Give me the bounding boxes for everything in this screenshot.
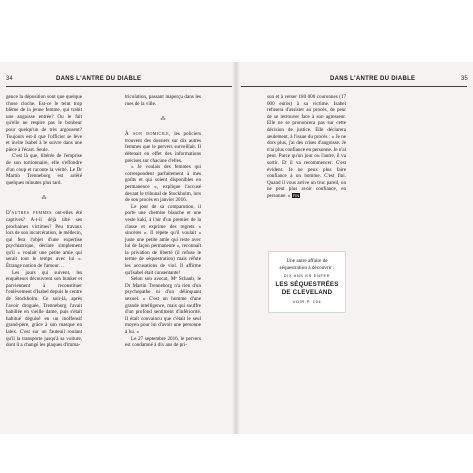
paragraph: Le jour de sa comparution, il porte une chemise blanche et une veste kaki, à l'air d'un premier de la classe et exprime des regrets « sincères ». Il répète qu'il voulait « juste une petite amie qui reste avec lui de façon permanente », reconnaît la privation de liberté (il refuse le terme de séquestration) mais réfute les accusations de viol. Il affirme qu'Isabel était consentante!	[125, 203, 201, 276]
paragraph: C'est là que, libérée de l'emprise de son tortionnaire, elle s'effondre d'un coup et raconte la vérité. Le Dr Martin Trenneborg est arrêté quelques minutes plus tard.	[6, 153, 82, 186]
left-page-number: 34	[6, 76, 13, 82]
paragraph-text: les policiers trouvent des dossiers sur dix autres femmes que le pervers surveillait. Il détenait en effet des informations précises sur chacune d'elles.	[125, 131, 201, 164]
cross-reference-page: VOIR P. 104	[292, 299, 322, 304]
section-ornament: ⁂	[41, 196, 47, 202]
right-header-rule	[241, 86, 467, 87]
left-header-rule	[6, 86, 232, 87]
section-ornament: ⁂	[160, 117, 166, 123]
paragraph-text: son et à verser 180 000 couronnes (17 000 euros) à sa victime. Isabel refusera d'assister au procès, de peur de se retrouver face à son agresseur. Elle ne se prononcera pas sur cette décision de justice. Elle déclarera seulement, à l'issue du procès : « Je ne dors plus, j'ai des crises d'angoisse. Je n'ai plus confiance en personne. Je n'ai peut. Parce qu'un jour ou l'autre, il va sortir. Et il va recommencer. C'est évident. Je ne peux plus faire confiance à un homme. C'est fini. Quand il vous arrive un truc pareil, on ne peut plus avoir confiance, en personne. »	[267, 94, 346, 199]
left-column-2	[125, 94, 201, 349]
lead-in: D'autres femmes	[6, 210, 52, 217]
paragraph	[6, 210, 82, 269]
right-column-1	[267, 94, 346, 200]
paragraph: gence la déposition sont que quelque chose cloche. Est-ce le teint trop blême de la jeune femme, qui trahit une angoisse entrée? Ou le fait qu'elle ne respire pas le bonheur pour quelqu'un de très argousent? Toujours est-il que l'officier se lève et invite Isabel à le suivre dans une pièce à l'écart. Seule.	[6, 94, 82, 153]
paragraph: Selon son avocat, Mᵉ Schaub, le Dr Martin Trenneborg n'a rien d'un psychopathe ni d'un délinquant sexuel. « C'est un homme d'une grande intelligence, mais qui souffre d'un profond sentiment d'infériorité. Il était convaincu que c'était le seul moyen pour lui d'avoir une personne à lui. »	[125, 276, 201, 335]
end-mark: FIN	[292, 192, 300, 198]
left-running-title: DANS L'ANTRE DU DIABLE	[56, 76, 142, 82]
paragraph: Les jours qui suivent, les enquêteurs découvrent son bunker et parviennent à reconstituer l'enlèvement d'Isabel depuis le centre de Stockholm. Ce soir-là, après l'avoir droguée, Trenneborg l'avait habillée en vieille dame, puis s'était habitué déguisé en un inoffensif grand-père, grâce à son masque en latex. C'est sur un fauteuil roulant qu'il la transporte jusqu'à sa voiture, dont il a changé les plaques d'imma-	[6, 269, 82, 349]
cross-reference-kicker: DIX ANS EN ENFER	[283, 274, 331, 278]
paragraph	[125, 131, 201, 164]
right-page-number: 35	[461, 76, 468, 82]
paragraph: « Je voulais des femmes qui correspondent parfaitement à mes goûts et qui soient disponibles en permanence », explique l'accusé devant le tribunal de Stockholm, lors de son procès en janvier 2016.	[125, 164, 201, 204]
paragraph: triculation, passant inaperçu dans les rues de la ville.	[125, 94, 201, 107]
paragraph: Le 27 septembre 2016, le pervers est condamné à dix ans de pri-	[125, 335, 201, 349]
paragraph-text: ont-elles été captives? A-t-il déjà tilté ses prochaines victimes? Peu travaux lors de son incarcération, le médecin, qui fera l'objet d'une expertise psychiatrique, déclare simplement qu'il « voulait une petite amie qui serait tout le temps avec lui ». Étrange notion de l'amour…	[6, 210, 82, 270]
cross-reference-box	[268, 251, 346, 313]
lead-in: À son domicile,	[125, 131, 171, 138]
right-running-title: DANS L'ANTRE DU DIABLE	[330, 76, 416, 82]
cross-reference-intro: Une autre affaire de séquestration à découvrir :	[279, 258, 335, 271]
book-gutter	[232, 62, 240, 434]
left-column-1	[6, 94, 82, 349]
paragraph	[267, 94, 346, 200]
cross-reference-title-line-2: DE CLEVELAND	[281, 289, 333, 296]
cross-reference-title-line-1: LES SÉQUESTRÉES	[275, 281, 339, 288]
